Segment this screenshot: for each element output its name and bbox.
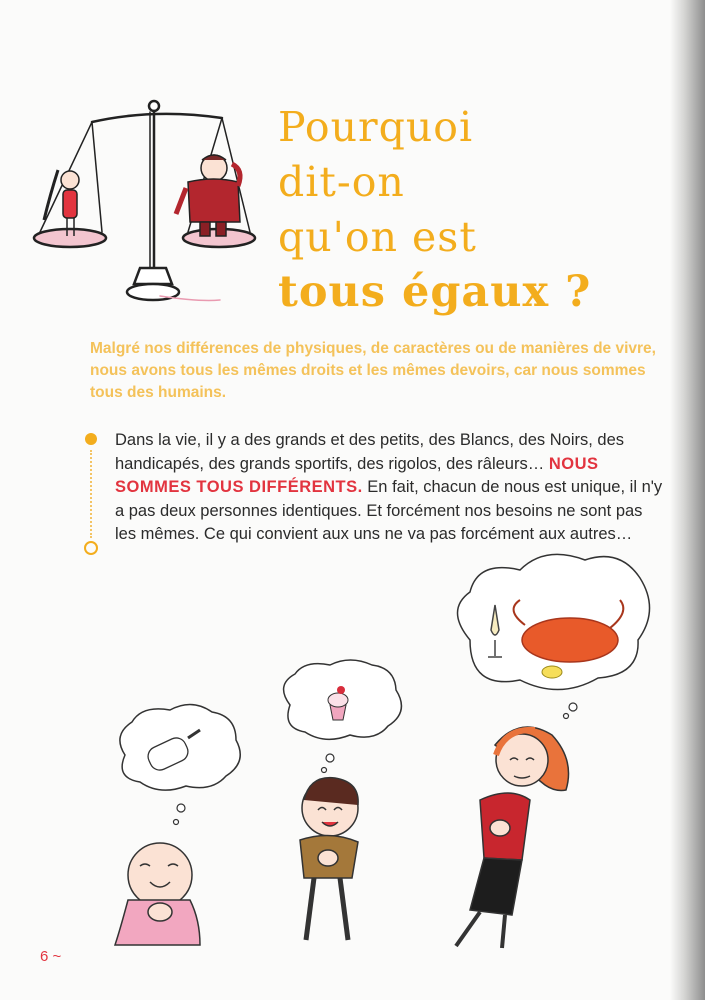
page-number: 6 ~ — [40, 948, 62, 965]
boy-figure — [300, 778, 358, 940]
woman-figure — [456, 727, 569, 948]
title-line-3: qu'on est — [278, 213, 477, 261]
body-text-part-1: Dans la vie, il y a des grands et des petits, des Blancs, des Noirs, des handicapés, des grands sportifs, des rigolos, des râleurs… — [115, 431, 625, 473]
body-highlight: NOUS SOMMES TOUS DIFFÉRENTS. — [115, 454, 599, 496]
thought-bubble-lobster — [458, 554, 650, 718]
man-figure — [176, 155, 240, 236]
title-line-4: tous égaux ? — [278, 267, 592, 317]
title-line-2: dit-on — [278, 158, 405, 206]
body-paragraph — [115, 429, 665, 547]
body-text-part-2: En fait, chacun de nous est unique, il n'y a pas deux personnes identiques. Et forcément nos besoins ne sont pas les mêmes. Ce qui convient aux uns ne va pas forcément aux autres… — [115, 478, 663, 543]
girl-figure — [44, 170, 79, 236]
thought-bubble-bottle — [120, 704, 240, 824]
bullet-dot-icon — [85, 433, 97, 445]
thought-bubble-cupcake — [284, 660, 402, 773]
page-title — [278, 100, 658, 320]
bullet-dotted-line — [90, 450, 92, 538]
book-gutter — [670, 0, 705, 1000]
intro-paragraph: Malgré nos différences de physiques, de caractères ou de manières de vivre, nous avons tous les mêmes droits et les mêmes devoirs, car nous sommes tous des humains. — [90, 340, 656, 401]
baby-figure — [115, 843, 200, 945]
title-line-1: Pourquoi — [278, 103, 474, 151]
bullet-ring-icon — [84, 541, 98, 555]
